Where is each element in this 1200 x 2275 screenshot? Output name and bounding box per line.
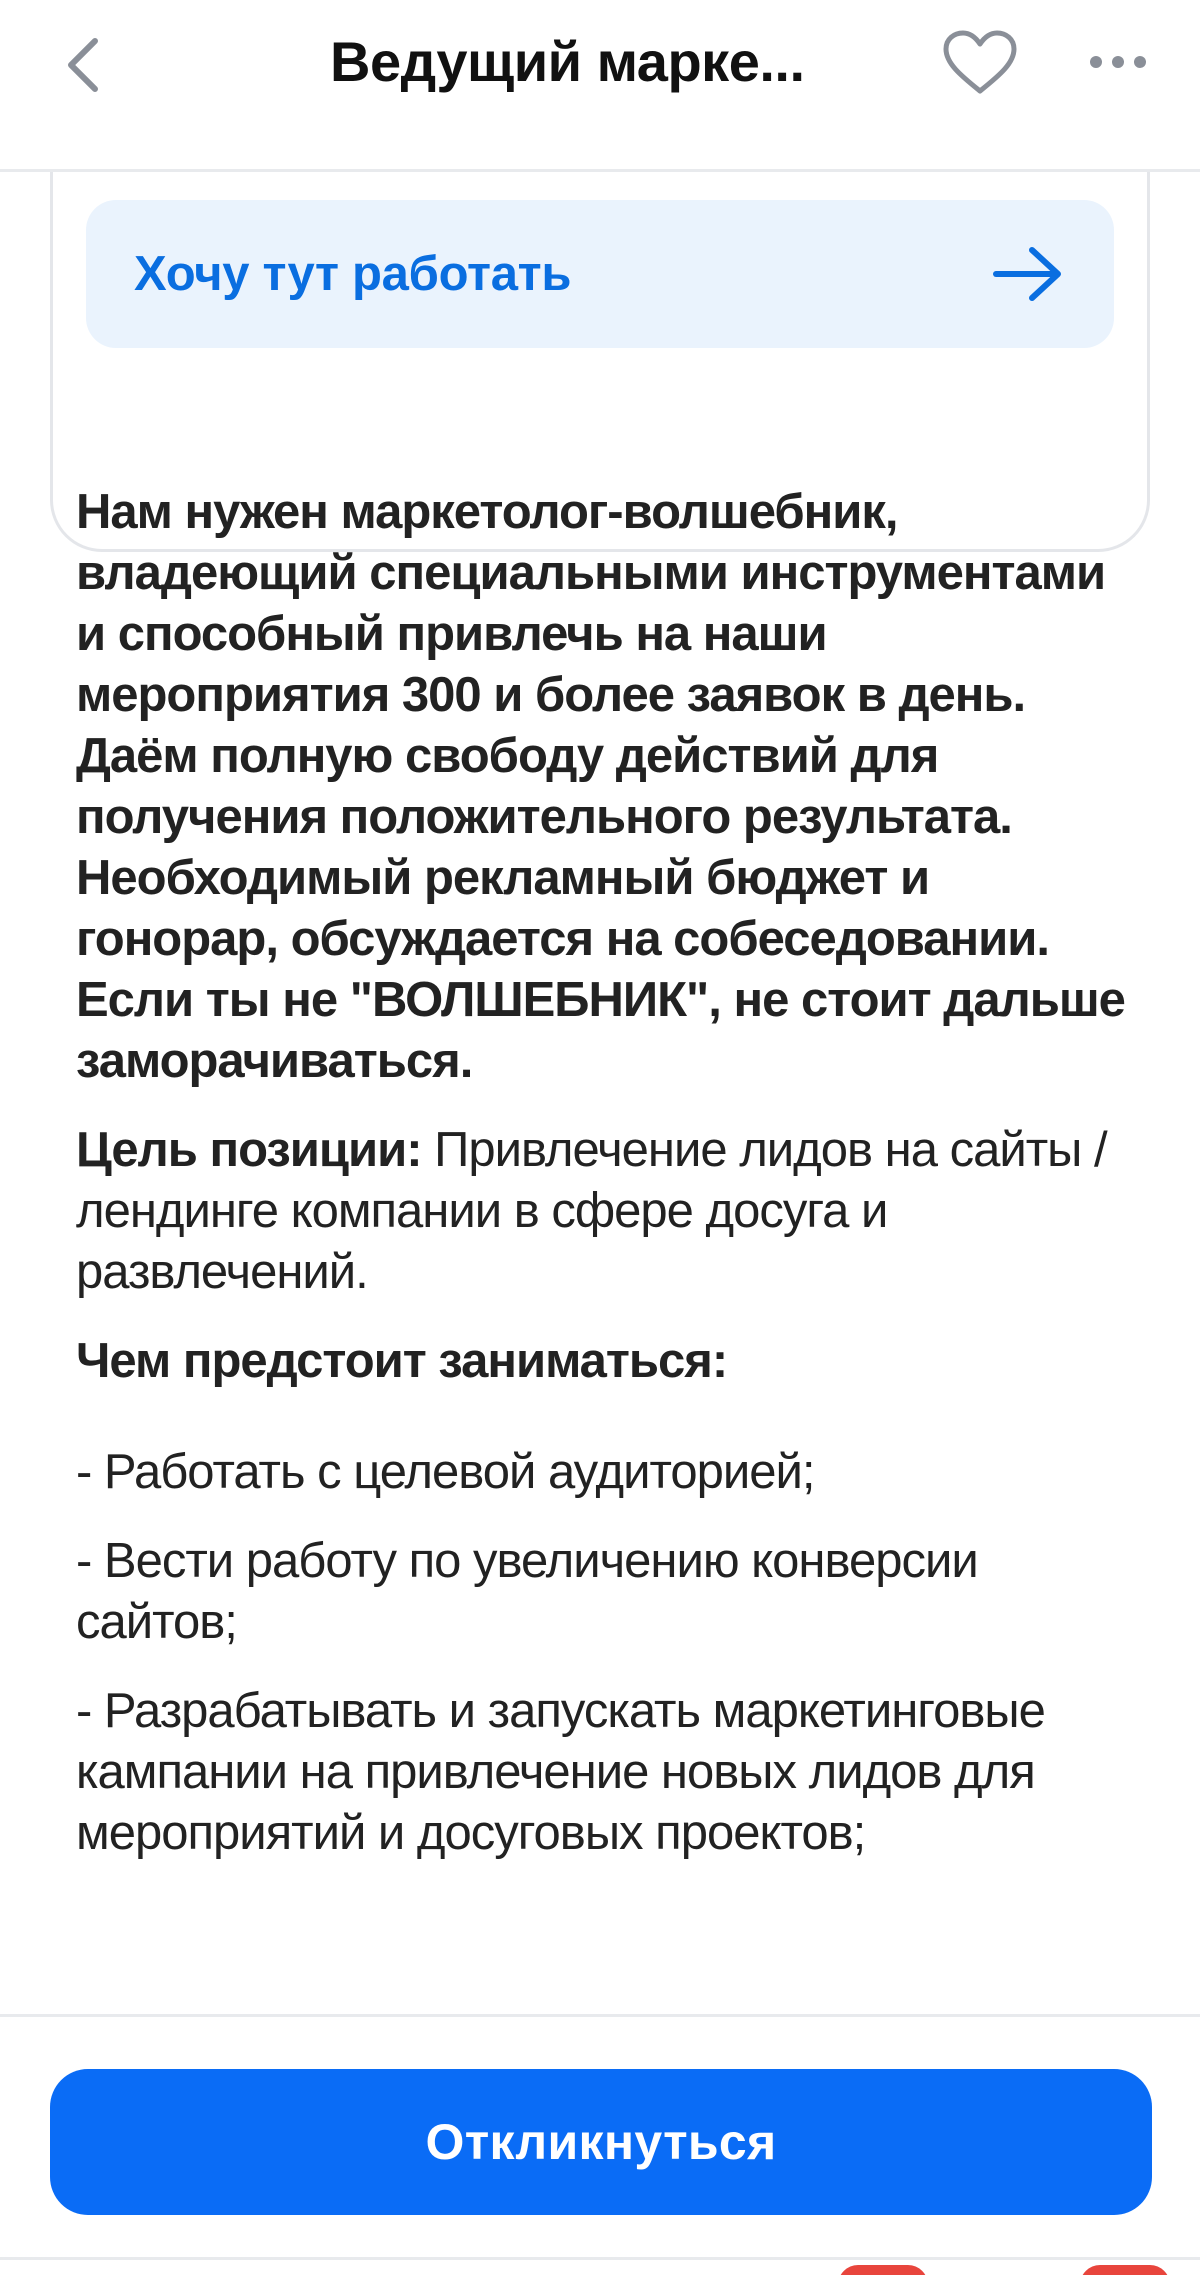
goal-text: Привлечение лидов на сайты /лендинге компании в сфере досуга и развлечений. [76,1123,1107,1299]
heart-icon [942,29,1018,95]
vacancy-content[interactable] [0,172,1200,2014]
want-to-work-button[interactable] [86,200,1114,348]
vacancy-description [76,482,1136,1892]
top-app-bar [0,0,1200,172]
description-intro: Нам нужен маркетолог-волшебник, владеющий специальными инструментами и способный привлечь на наши мероприятия 300 и более заявок в день. Даём полную свободу действий для получения положительного результата. Необходимый рекламный бюджет и гонорар, обсуждается на собеседовании. Если ты не "ВОЛШЕБНИК", не стоит дальше заморачиваться. [76,485,1125,1088]
arrow-right-icon [992,246,1064,302]
duty-item: - Вести работу по увеличению конверсии сайтов; [76,1534,978,1649]
respond-button[interactable]: Откликнуться [50,2069,1152,2215]
bottom-action-bar [0,2014,1200,2275]
divider [0,2257,1200,2260]
chevron-left-icon [63,35,103,95]
red-badge-icon [1080,2265,1170,2275]
goal-label: Цель позиции: [76,1123,422,1177]
more-dots-icon [1088,52,1148,72]
red-badge-icon [838,2265,928,2275]
duty-item: - Разрабатывать и запускать маркетинговые кампании на привлечение новых лидов для мероприятий и досуговых проектов; [76,1684,1045,1860]
want-to-work-label: Хочу тут работать [134,247,572,301]
more-options-button[interactable] [1070,14,1166,110]
page-title: Ведущий марке... [330,30,805,93]
back-button[interactable] [40,22,126,108]
duty-item: - Работать с целевой аудиторией; [76,1445,815,1499]
favorite-button[interactable] [932,14,1028,110]
position-goal [76,1120,1136,1303]
duties-heading: Чем предстоит заниматься: [76,1334,728,1388]
